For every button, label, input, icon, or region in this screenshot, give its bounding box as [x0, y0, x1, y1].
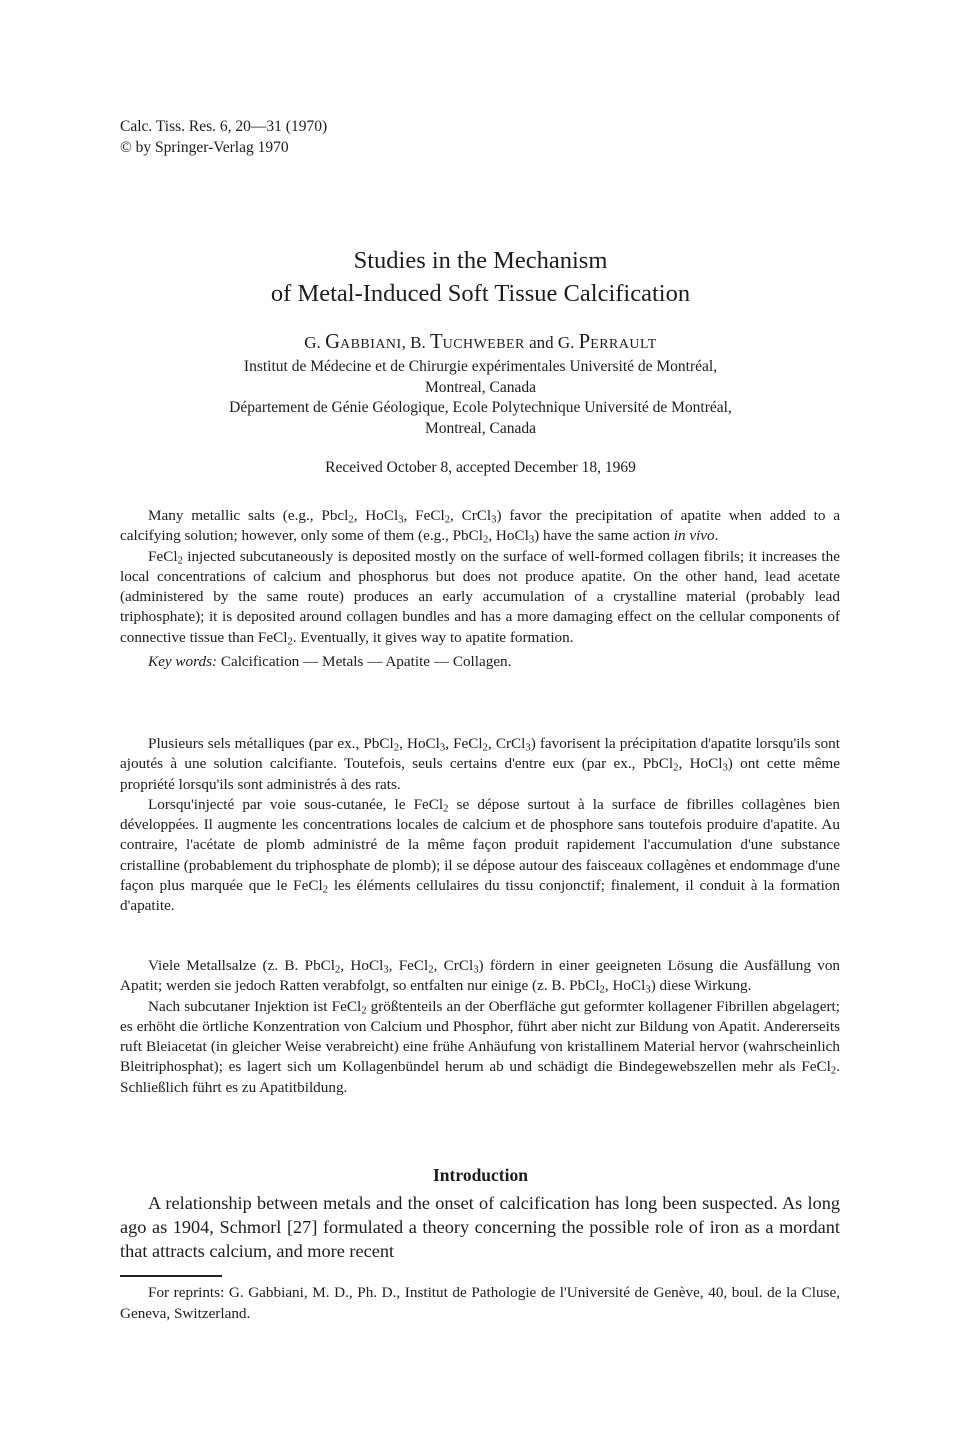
author-2-cap: T — [429, 331, 443, 353]
author-1-initial: G. — [304, 333, 326, 352]
footnote-reprints: For reprints: G. Gabbiani, M. D., Ph. D., Institut de Pathologie de l'Université de Genève, 40, boul. de la Cluse, Geneva, Switzerland. — [120, 1284, 840, 1322]
abstract-en-paragraph-1: Many metallic salts (e.g., Pbcl$_2$, HoCl$_3$, FeCl$_2$, CrCl$_3$) favor the precipitation of apatite when added to a calcifying solution; however, only some of them (e.g., PbCl$_2$, HoCl$_3$) have the same action in vivo. — [120, 507, 841, 546]
abstract-english — [120, 506, 840, 672]
author-1-rest: ABBIANI — [340, 337, 402, 352]
author-2-rest: UCHWEBER — [442, 337, 525, 352]
author-separator: , B. — [401, 333, 430, 352]
abstract-fr-paragraph-2: Lorsqu'injecté par voie sous-cutanée, le FeCl$_2$ se dépose surtout à la surface de fibrilles collagènes bien développées. Il augmente les concentrations locales de calcium et de phosphore sans toutefois produire d'apatite. Au contraire, l'acétate de plomb administré de la même façon produit rapidement l'accumulation d'une substance cristalline (probablement du triphosphate de plomb); il se dépose autour des faisceaux collagènes et endommage d'une façon plus marquée que le FeCl$_2$ les éléments cellulaires du tissu conjonctif; finalement, il conduit à la formation d'apatite. — [120, 795, 840, 915]
abstract-de-paragraph-1: Viele Metallsalze (z. B. PbCl$_2$, HoCl$_3$, FeCl$_2$, CrCl$_3$) fördern in einer geeigneten Lösung die Ausfällung von Apatit; werden sie jedoch Ratten verabfolgt, so entfalten nur einige (z. B. PbCl$_2$, HoCl$_3$) diese Wirkung. — [120, 957, 841, 996]
journal-citation: Calc. Tiss. Res. 6, 20—31 (1970) — [120, 118, 328, 135]
title-line-2: of Metal-Induced Soft Tissue Calcification — [270, 280, 691, 307]
footnote — [120, 1283, 840, 1324]
affiliation-line-4: Montreal, Canada — [424, 419, 537, 437]
article-title — [120, 244, 841, 310]
author-3-cap: P — [578, 331, 591, 353]
author-1-cap: G — [325, 331, 341, 353]
author-list — [120, 331, 841, 356]
introduction-paragraph: A relationship between metals and the onset of calcification has long been suspected. As long ago as 1904, Schmorl [27] formulated a theory concerning the possible role of iron as a mordant that attracts calcium, and more recent — [120, 1193, 840, 1262]
journal-copyright: © by Springer-Verlag 1970 — [120, 139, 289, 156]
received-dates: Received October 8, accepted December 18, 1969 — [325, 459, 636, 476]
introduction-body — [120, 1191, 840, 1264]
key-words — [120, 652, 840, 672]
footnote-divider — [120, 1275, 222, 1277]
affiliation-line-1: Institut de Médecine et de Chirurgie expérimentales Université de Montréal, — [243, 358, 718, 375]
key-words-label: Key words: — [148, 653, 218, 671]
introduction-heading: Introduction — [433, 1165, 528, 1185]
affiliations — [120, 357, 841, 439]
abstract-french — [120, 734, 840, 917]
affiliation-line-2: Montreal, Canada — [424, 378, 537, 396]
affiliation-line-3: Département de Génie Géologique, Ecole Polytechnique Université de Montréal, — [229, 399, 732, 416]
abstract-en-paragraph-2: FeCl$_2$ injected subcutaneously is deposited mostly on the surface of well-formed collagen fibrils; it increases the local concentrations of calcium and phosphorus but does not produce apatite. On the other hand, lead acetate (administered by the same route) produces an early accumulation of a crystalline material (probably lead triphosphate); it is deposited around collagen bundles and has a more damaging effect on the cellular components of connective tissue than FeCl$_2$. Eventually, it gives way to apatite formation. — [120, 547, 840, 648]
abstract-de-paragraph-2: Nach subcutaner Injektion ist FeCl$_2$ größtenteils an der Oberfläche gut geformter kollagener Fibrillen abgelagert; es erhöht die örtliche Konzentration von Calcium und Phosphor, führt aber nicht zur Bildung von Apatit. Andererseits ruft Bleiacetat (in gleicher Weise verabreicht) eine frühe Anhäufung von kristallinem Material hervor (wahrscheinlich Bleitriphosphat); es lagert sich um Kollagenbündel herum ab und schädigt die Bindegewebszellen mehr als FeCl$_2$. Schließlich führt es zu Apatitbildung. — [120, 997, 840, 1096]
author-and: and G. — [524, 333, 579, 352]
title-line-1: Studies in the Mechanism — [353, 247, 608, 274]
key-words-list: Calcification — Metals — Apatite — Collagen. — [217, 653, 512, 671]
journal-header — [120, 116, 327, 158]
abstract-german — [120, 956, 840, 1098]
author-3-rest: ERRAULT — [590, 337, 657, 352]
abstract-fr-paragraph-1: Plusieurs sels métalliques (par ex., PbCl$_2$, HoCl$_3$, FeCl$_2$, CrCl$_3$) favorisent la précipitation d'apatite lorsqu'ils sont ajoutés à une solution calcifiante. Toutefois, seuls certains d'entre eux (par ex., PbCl$_2$, HoCl$_3$) ont cette même propriété lorsqu'ils sont administrés à des rats. — [120, 735, 840, 793]
